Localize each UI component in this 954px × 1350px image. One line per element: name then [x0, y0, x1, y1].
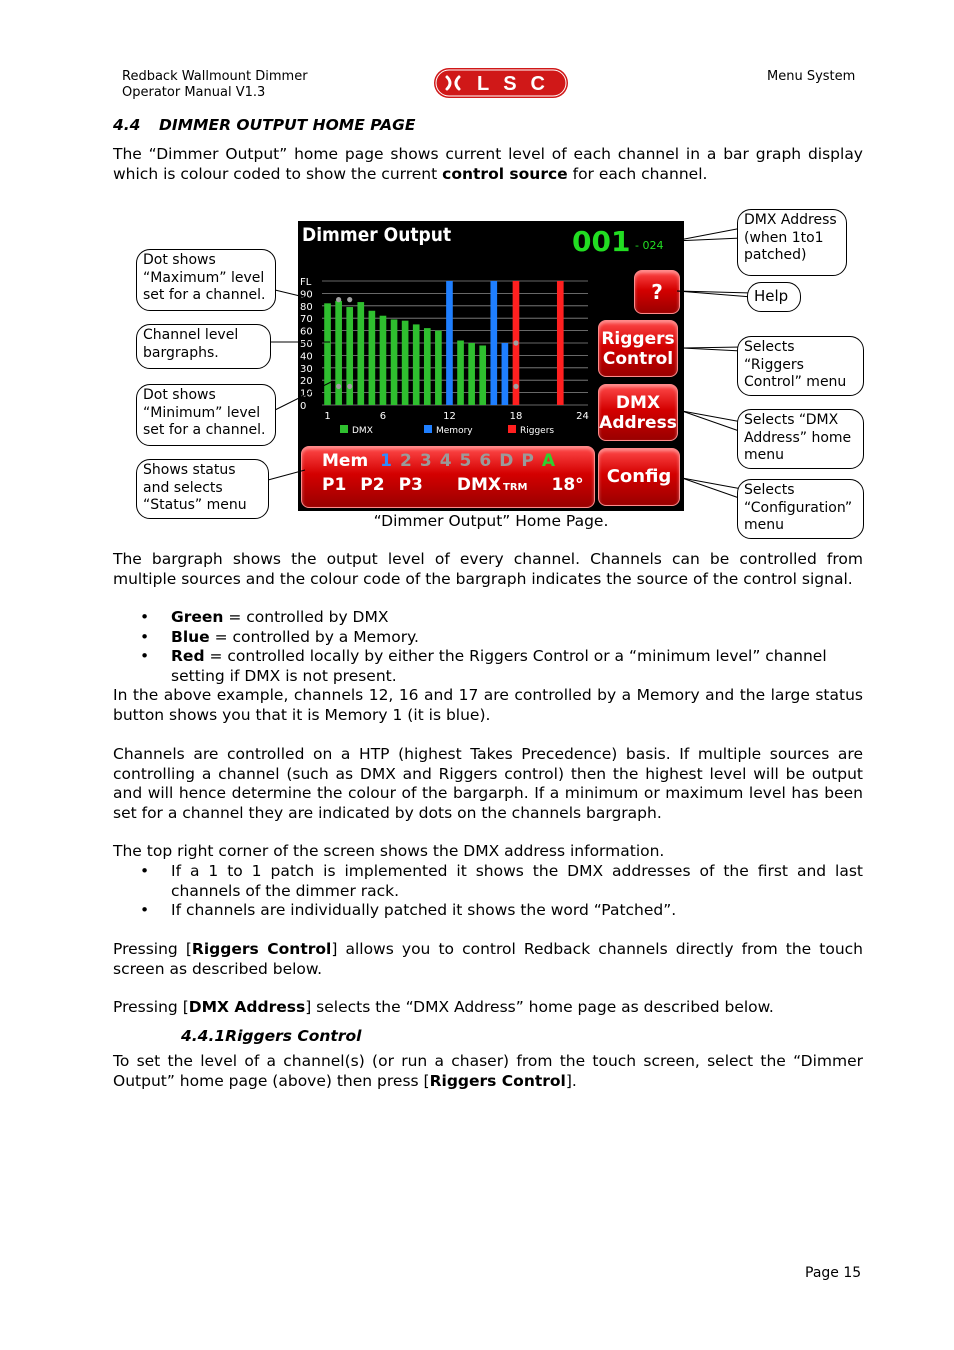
- callout-bargraphs: Channel level bargraphs.: [136, 324, 271, 369]
- example-paragraph: In the above example, channels 12, 16 and 17 are controlled by a Memory and the large status button shows you that it is Memory 1 (it is blue).: [113, 686, 863, 724]
- y-tick-label: 50: [300, 339, 313, 350]
- y-tick-label: 90: [300, 289, 313, 301]
- y-tick-label: 10: [300, 388, 313, 400]
- status-item: P3: [398, 475, 423, 495]
- bullet-patched: • If channels are individually patched it shows the word “Patched”.: [140, 901, 677, 919]
- dmx-address-start: 001: [572, 225, 631, 258]
- bullet-red: • Red = controlled locally by either the Riggers Control or a “minimum level” channel setting if DMX is not present.: [140, 647, 827, 685]
- dmx-paragraph: Pressing [DMX Address] selects the “DMX Address” home page as described below.: [113, 998, 774, 1016]
- callout-riggers-control: Selects “Riggers Control” menu: [737, 336, 864, 396]
- callout-minimum-dot: Dot shows “Minimum” level set for a channel.: [136, 384, 276, 446]
- last-paragraph: To set the level of a channel(s) (or run a chaser) from the touch screen, select the “Dimmer Output” home page (above) then press [Riggers Control].: [113, 1052, 863, 1090]
- status-indicator: 3: [419, 451, 432, 471]
- y-tick-label: 20: [300, 376, 313, 388]
- status-indicator: 5: [459, 451, 472, 471]
- status-indicator: 6: [479, 451, 492, 471]
- callout-dmx-home: Selects “DMX Address” home menu: [737, 409, 864, 469]
- bullet-green: • Green = controlled by DMX: [140, 608, 389, 626]
- callout-configuration: Selects “Configuration” menu: [737, 479, 864, 539]
- status-item: TRM: [503, 482, 528, 493]
- status-indicator: P: [521, 451, 534, 471]
- header-title-line2: Operator Manual V1.3: [122, 85, 266, 100]
- x-tick-label: 1: [324, 411, 331, 422]
- callout-help: Help: [747, 282, 801, 312]
- x-tick-label: 12: [443, 411, 456, 422]
- riggers-paragraph: Pressing [Riggers Control] allows you to control Redback channels directly from the touch screen as described below.: [113, 940, 863, 978]
- status-indicator: 1: [380, 451, 393, 471]
- bullet-one-to-one: • If a 1 to 1 patch is implemented it shows the DMX addresses of the first and last channels of the dimmer rack.: [140, 862, 863, 900]
- y-tick-label: 0: [300, 401, 307, 412]
- figure-caption: “Dimmer Output” Home Page.: [373, 512, 609, 530]
- callout-status: Shows status and selects “Status” menu: [136, 459, 269, 519]
- htp-paragraph: Channels are controlled on a HTP (highest Takes Precedence) basis. If multiple sources are controlling a channel (such as DMX and Riggers control) then the highest level will be output and will hence determine the colour of the bargarph. If a minimum or maximum level has been set for a channel they are indicated by dots on the channels bargraph.: [113, 745, 863, 822]
- status-item: P2: [360, 475, 385, 495]
- status-indicator: 4: [439, 451, 452, 471]
- x-tick-label: 18: [509, 411, 523, 422]
- status-mem-label: Mem: [322, 451, 369, 471]
- y-tick-label: 70: [300, 314, 313, 326]
- legend-label: Riggers: [520, 426, 555, 436]
- status-indicator: D: [499, 451, 514, 471]
- x-tick-label: 6: [379, 411, 387, 422]
- y-tick-label: 60: [300, 326, 313, 338]
- callout-maximum-dot: Dot shows “Maximum” level set for a channel.: [136, 249, 276, 311]
- intro-paragraph: The “Dimmer Output” home page shows current level of each channel in a bar graph display which is colour coded to show the current control source for each channel.: [113, 145, 863, 183]
- section-number: 4.4: [113, 116, 141, 134]
- y-tick-label: FL: [300, 277, 312, 288]
- subsection-number: 4.4.1: [181, 1027, 226, 1045]
- x-tick-label: 24: [576, 411, 589, 422]
- header-section-name: Menu System: [767, 69, 856, 84]
- status-item: DMX: [456, 475, 502, 495]
- logo-text: LSC: [477, 73, 559, 95]
- page-number: Page 15: [805, 1265, 862, 1281]
- header-title-line1: Redback Wallmount Dimmer: [122, 69, 308, 84]
- subsection-title: Riggers Control: [225, 1027, 362, 1045]
- y-tick-label: 80: [300, 301, 313, 313]
- help-button[interactable]: ?: [634, 270, 680, 314]
- screen-title: Dimmer Output: [302, 224, 452, 246]
- status-indicator: A: [541, 451, 555, 471]
- corner-paragraph: The top right corner of the screen shows the DMX address information.: [113, 842, 665, 860]
- callout-dmx-address: DMX Address (when 1to1 patched): [737, 209, 847, 276]
- legend-label: Memory: [436, 426, 473, 436]
- config-button[interactable]: Config: [598, 448, 680, 506]
- subsection-heading: [181, 1027, 361, 1045]
- dmx-address-button[interactable]: DMX Address: [598, 384, 678, 441]
- section-title: DIMMER OUTPUT HOME PAGE: [159, 116, 416, 134]
- legend-label: DMX: [352, 426, 373, 436]
- bargraph-paragraph: The bargraph shows the output level of every channel. Channels can be controlled from multiple sources and the colour code of the bargraph indicates the source of the control signal.: [113, 550, 863, 588]
- status-item: P1: [322, 475, 347, 495]
- y-tick-label: 40: [300, 351, 313, 363]
- status-indicator: 2: [400, 451, 412, 471]
- status-item: 18°: [551, 475, 584, 495]
- dmx-address-end: - 024: [635, 239, 664, 252]
- y-tick-label: 30: [300, 363, 313, 375]
- bullet-blue: • Blue = controlled by a Memory.: [140, 628, 419, 646]
- riggers-control-button[interactable]: Riggers Control: [598, 320, 678, 377]
